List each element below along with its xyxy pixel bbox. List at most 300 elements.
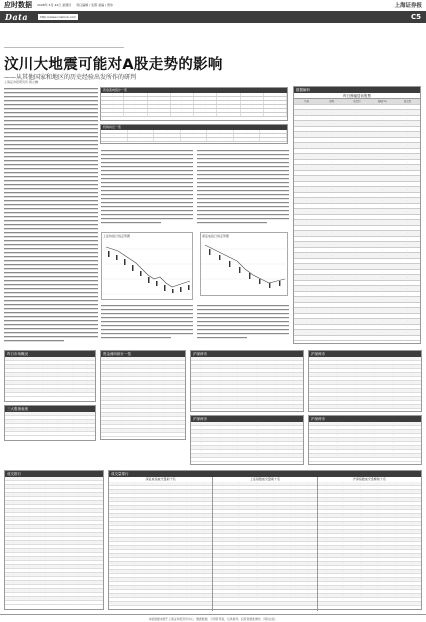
table-row: · · · · · ·: [109, 494, 212, 498]
table-row: · · · · · ·: [309, 373, 421, 377]
table-row: · · · · · ·: [213, 542, 316, 546]
table-row: · · · · · ·: [318, 602, 421, 606]
table-row: · · · · ·: [294, 198, 420, 204]
table-row: · · · · · ·: [318, 482, 421, 486]
table-row: · · · · · ·: [101, 369, 185, 373]
table-row: · · · · ·: [294, 319, 420, 325]
right-panel-title: 数据解析: [294, 87, 420, 93]
text-lines: [4, 86, 98, 346]
table-row: · · · · · ·: [318, 514, 421, 518]
table-row: · · · · · ·: [318, 518, 421, 522]
table-row: · · · · · ·: [5, 589, 103, 593]
table-row: · · · · ·: [294, 127, 420, 133]
table-row: · · · · · ·: [309, 426, 421, 430]
table-top-header: 资金流向统计一览: [101, 88, 287, 93]
table-row: · · · · · ·: [109, 602, 212, 606]
chart2-svg: [201, 239, 289, 295]
table-row: · · · · · ·: [101, 409, 185, 413]
table-row: · · · · · ·: [5, 525, 103, 529]
table-row: · · · · · ·: [5, 541, 103, 545]
table-row: · · · · ·: [294, 330, 420, 336]
table-row: · · · · · ·: [309, 405, 421, 409]
table-row: · · · · · ·: [5, 561, 103, 565]
table-row: · · · · · ·: [5, 557, 103, 561]
section-sh-sz-d: [308, 415, 422, 465]
table-row: · · · · ·: [294, 193, 420, 199]
table-row: · · · · · ·: [318, 498, 421, 502]
table-row: · · · · · ·: [309, 430, 421, 434]
table-row: · · · · · ·: [309, 377, 421, 381]
table-row: · · · · · ·: [101, 385, 185, 389]
table-row: · · · · · ·: [318, 542, 421, 546]
table-row: · · · · · ·: [5, 385, 95, 389]
paper-name: 上海证券报: [394, 3, 422, 9]
table-row: · · · · · ·: [213, 498, 316, 502]
table-row: · · · · · ·: [213, 490, 316, 494]
table-row: · · · · · ·: [109, 582, 212, 586]
table-row: · · · · · ·: [213, 566, 316, 570]
table-row: · · · · · ·: [191, 450, 303, 454]
table-row: · · · · · ·: [318, 526, 421, 530]
candlestick-chart-1: [101, 232, 193, 300]
volume-rank-col2: 上证指数成交量前十名 · · · · · · · · · · · · · · · · · · · · · · · · · · · · · · · · · · · · · · · · · · · · · · · · · · · · · · · · · · · · · · · · · · · · · · · · · · · · · · · · · · · · · · · · · · · · · · · · · · · · · · · · · · · · · · · · · · · · · · · · · · · · · · · · · · · · · · · · · · · · · · · · · · · · · · · · · · · · · · · · · · · · · · · · · · · · · · · · · · · · · · · · · ·: [213, 477, 317, 611]
table-row: · · · · ·: [294, 270, 420, 276]
table-row: · · · · · ·: [309, 446, 421, 450]
table-row: · · · · · ·: [213, 578, 316, 582]
table-row: · · · · ·: [294, 138, 420, 144]
table-row: · · · · · ·: [5, 493, 103, 497]
table-row: · · · · · ·: [5, 509, 103, 513]
table-row: · · · · · ·: [213, 574, 316, 578]
table-row: · · · · · ·: [213, 550, 316, 554]
table-row: · · · · ·: [294, 204, 420, 210]
volume-rank-col1: 深证成指成交量前十名 · · · · · · · · · · · · · · · · · · · · · · · · · · · · · · · · · · · · · · · · · · · · · · · · · · · · · · · · · · · · · · · · · · · · · · · · · · · · · · · · · · · · · · · · · · · · · · · · · · · · · · · · · · · · · · · · · · · · · · · · · · · · · · · · · · · · · · · · · · · · · · · · · · · · · · · · · · · · · · · · · · · · · · · · · · · · · · · · · · · · · · · · · ·: [109, 477, 213, 611]
section-header: 沪深两市: [309, 416, 421, 422]
table-row: · · · · ·: [294, 171, 420, 177]
table-row: · · · · ·: [294, 336, 420, 342]
table-row: · · · · · ·: [191, 454, 303, 458]
table-row: · · · · · ·: [309, 442, 421, 446]
section-index-performance: [4, 405, 96, 441]
table-row: · · · · ·: [294, 182, 420, 188]
data-table-second: 机构持仓一览 · · · · · · · · · · · · · · · · · · · · ·: [100, 124, 288, 144]
table-row: · · · · · ·: [309, 389, 421, 393]
table-row: · · · · · ·: [5, 489, 103, 493]
table-row: · · · · · ·: [109, 514, 212, 518]
table-row: · · · · · ·: [191, 426, 303, 430]
table-row: · · · · · ·: [213, 586, 316, 590]
table-row: · · · · · ·: [5, 569, 103, 573]
chart1-label: 上证综指日线走势图: [103, 234, 131, 238]
table-row: · · · · ·: [294, 121, 420, 127]
table-row: · · · · · ·: [5, 529, 103, 533]
table-row: · · · · · ·: [5, 361, 95, 365]
table-row: · · · · · ·: [5, 521, 103, 525]
table-row: · · · · · ·: [309, 454, 421, 458]
table-row: · · · · · ·: [5, 545, 103, 549]
table-row: · · · · · ·: [318, 506, 421, 510]
table-row: · · · · ·: [294, 215, 420, 221]
table-row: · · · · · ·: [318, 486, 421, 490]
table-row: · · · · · ·: [318, 494, 421, 498]
table-row: · · · · · ·: [213, 502, 316, 506]
table-row: · · · · · ·: [309, 458, 421, 462]
table-row: · · · · ·: [294, 149, 420, 155]
table-row: · · · · · ·: [318, 538, 421, 542]
table-row: · · · · · ·: [5, 369, 95, 373]
table-row: · · · · · ·: [191, 389, 303, 393]
table-row: · · · · · ·: [5, 505, 103, 509]
table-row: · · · · ·: [294, 110, 420, 116]
table-row: · · · · ·: [294, 314, 420, 320]
table-row: · · · · · ·: [191, 365, 303, 369]
table-row: · · · · · ·: [5, 593, 103, 597]
table-row: · · · · · ·: [213, 482, 316, 486]
table-row: · · · · · ·: [5, 581, 103, 585]
section-header: 成交量排行: [109, 471, 421, 477]
table-row: · · · · · ·: [318, 530, 421, 534]
page-number: C5: [410, 13, 421, 21]
table-row: · · · · · ·: [309, 365, 421, 369]
section-header: 三大股指表现: [5, 406, 95, 412]
table-row: · · · · · ·: [213, 526, 316, 530]
table-row: · · · · · ·: [101, 421, 185, 425]
table-row: · · · · · ·: [191, 422, 303, 426]
table-row: · · · · · ·: [5, 597, 103, 601]
table-second-header: 机构持仓一览: [101, 125, 287, 130]
table-row: · · · · ·: [294, 253, 420, 259]
table-row: · · · · · ·: [109, 502, 212, 506]
table-row: · · · · · ·: [318, 558, 421, 562]
table-row: · · · · · ·: [318, 570, 421, 574]
table-row: · · · · ·: [294, 231, 420, 237]
table-row: · · · · · ·: [5, 517, 103, 521]
table-row: · · · · · ·: [5, 393, 95, 397]
table-row: · · · · ·: [294, 275, 420, 281]
table-row: · · · · · ·: [213, 562, 316, 566]
table-row: · · · · · ·: [309, 434, 421, 438]
table-row: · · · · · ·: [101, 361, 185, 365]
table-row: · · · · ·: [294, 220, 420, 226]
table-row: · · · · · ·: [309, 422, 421, 426]
table-row: · · · · · ·: [213, 494, 316, 498]
editor-line: 责任编辑 / 张霞 美编 / 曾伟: [76, 3, 114, 7]
table-row: · · · · ·: [294, 242, 420, 248]
table-row: · · · · · ·: [5, 497, 103, 501]
section-name: Data: [5, 12, 28, 22]
table-row: · · · · · ·: [191, 377, 303, 381]
table-row: · · · · · ·: [101, 429, 185, 433]
table-row: · · · · · ·: [101, 413, 185, 417]
table-row: · · · · · ·: [318, 594, 421, 598]
table-row: · · · · · ·: [109, 518, 212, 522]
table-row: · · · · · ·: [191, 385, 303, 389]
table-row: · · · · · ·: [5, 565, 103, 569]
table-row: · · · · · ·: [109, 554, 212, 558]
table-row: · · · · · ·: [109, 578, 212, 582]
table-row: · · · · · ·: [109, 550, 212, 554]
table-row: · · · · · ·: [213, 558, 316, 562]
section-sh-sz-b: [308, 350, 422, 412]
table-row: · · · · · ·: [109, 498, 212, 502]
table-row: · · · · · ·: [109, 526, 212, 530]
table-row: · · · · · ·: [318, 522, 421, 526]
table-row: · · · · · ·: [5, 549, 103, 553]
section-header: 成交排行: [5, 471, 103, 477]
table-row: · · · · · ·: [5, 428, 95, 432]
table-row: · · · · ·: [294, 281, 420, 287]
table-row: · · · · ·: [294, 264, 420, 270]
table-row: · · · · ·: [294, 259, 420, 265]
table-row: · · · · ·: [294, 325, 420, 331]
table-row: · · · · · ·: [5, 357, 95, 361]
table-row: · · · · · ·: [101, 417, 185, 421]
table-row: · · · · · ·: [109, 598, 212, 602]
table-row: · · · · · ·: [101, 401, 185, 405]
table-row: · · · · · ·: [5, 381, 95, 385]
table-row: · · · · · ·: [318, 590, 421, 594]
table-row: · · · · · ·: [101, 425, 185, 429]
table-row: · · · · · ·: [5, 420, 95, 424]
table-row: · · · · · ·: [318, 546, 421, 550]
table-row: · · · · · ·: [213, 486, 316, 490]
table-row: · · · · · ·: [5, 416, 95, 420]
section-trade-rank: [4, 470, 104, 610]
table-row: · · · · · ·: [191, 393, 303, 397]
table-row: · · · · ·: [294, 226, 420, 232]
table-row: · · · · · ·: [101, 397, 185, 401]
table-row: · · · · ·: [294, 165, 420, 171]
section-header: 沪深两市: [309, 351, 421, 357]
table-row: · · · · · ·: [191, 369, 303, 373]
table-row: · · · · · ·: [191, 430, 303, 434]
table-row: · · · · · ·: [191, 397, 303, 401]
table-row: · · · · · ·: [191, 442, 303, 446]
table-row: · · · · · ·: [109, 558, 212, 562]
table-row: · · · · · ·: [109, 574, 212, 578]
table-row: · · · · ·: [294, 308, 420, 314]
table-row: · · · · · ·: [5, 577, 103, 581]
article-body-middle: [101, 148, 289, 228]
section-header: 沪深两市: [191, 416, 303, 422]
table-row: · · · · · ·: [101, 393, 185, 397]
table-row: · · · · · ·: [101, 377, 185, 381]
table-row: · · · · · ·: [309, 357, 421, 361]
table-row: · · · · · ·: [109, 566, 212, 570]
table-row: · · · · · ·: [318, 562, 421, 566]
table-row: · · · · · ·: [213, 602, 316, 606]
right-panel-rows: [294, 105, 420, 342]
table-row: · · · · ·: [294, 105, 420, 111]
table-row: · · · · · ·: [213, 594, 316, 598]
section-bar: [0, 11, 426, 23]
data-table-top: 资金流向统计一览 · · · · · · · · · · · · · · · · · · · · · · · · · · · · · · · · · · · · · · · · · · · · · · · ·: [100, 87, 288, 121]
table-row: · · · · · ·: [309, 385, 421, 389]
table-row: · · · · · ·: [101, 357, 185, 361]
table-row: · · · · ·: [294, 303, 420, 309]
table-row: · · · · · ·: [191, 438, 303, 442]
text-lines-lower: [101, 303, 289, 345]
table-row: · · · · ·: [294, 237, 420, 243]
table-row: · · · · ·: [294, 154, 420, 160]
table-row: · · · · · ·: [5, 553, 103, 557]
issue-line: 2008年 5月 22日 星期四: [37, 3, 72, 7]
masthead-strip: [0, 0, 426, 10]
table-row: · · · · · ·: [5, 485, 103, 489]
table-row: · · · · · ·: [309, 381, 421, 385]
table-row: · · · · ·: [294, 176, 420, 182]
table-row: · · · · · ·: [109, 486, 212, 490]
table-row: · · · · · ·: [5, 533, 103, 537]
table-row: · · · · · ·: [101, 433, 185, 437]
table-row: · · · · · ·: [109, 570, 212, 574]
table-row: · · · · · ·: [318, 502, 421, 506]
website-tag[interactable]: http://www.cnstock.com: [40, 15, 77, 19]
table-row: · · · · · ·: [318, 550, 421, 554]
table-row: · · · · · ·: [318, 582, 421, 586]
page-subtitle: ——从其他国家和地区的历史经验出发所作的研判: [4, 74, 137, 81]
table-row: · · · · · ·: [318, 578, 421, 582]
table-row: · · · · · ·: [191, 381, 303, 385]
section-sh-sz-c: [190, 415, 304, 465]
table-row: · · · · · ·: [109, 586, 212, 590]
table-row: · · · · ·: [294, 297, 420, 303]
table-row: · · · · · ·: [213, 534, 316, 538]
table-row: · · · · · ·: [191, 361, 303, 365]
table-row: · · · · · ·: [213, 518, 316, 522]
section-header: 昨日市场概况: [5, 351, 95, 357]
table-row: · · · · · ·: [101, 381, 185, 385]
table-row: · · · · · ·: [101, 365, 185, 369]
brand-name: 应时数据: [4, 0, 32, 9]
header-strip-left: [4, 26, 124, 48]
table-row: · · · · · ·: [5, 537, 103, 541]
table-row: · · · · · ·: [309, 369, 421, 373]
table-row: · · · · ·: [294, 187, 420, 193]
table-row: · · · · ·: [294, 286, 420, 292]
table-row: · · · · · ·: [109, 542, 212, 546]
table-row: · · · · · ·: [318, 510, 421, 514]
page-title: 汶川大地震可能对A股走势的影响: [4, 57, 223, 73]
table-row: · · · · ·: [294, 209, 420, 215]
table-row: · · · · · ·: [109, 510, 212, 514]
table-row: · · · · · ·: [309, 393, 421, 397]
table-row: · · · · · ·: [213, 570, 316, 574]
table-row: · · · · · ·: [213, 590, 316, 594]
table-row: · · · · · ·: [5, 513, 103, 517]
table-row: · · · · · ·: [309, 438, 421, 442]
table-row: · · · · · ·: [109, 594, 212, 598]
volume-rank-col3: 沪深指数成交金额前十名 · · · · · · · · · · · · · · · · · · · · · · · · · · · · · · · · · · · · · · · · · · · · · · · · · · · · · · · · · · · · · · · · · · · · · · · · · · · · · · · · · · · · · · · · · · · · · · · · · · · · · · · · · · · · · · · · · · · · · · · · · · · · · · · · · · · · · · · · · · · · · · · · · · · · · · · · · · · · · · · · · · · · · · · · · · · · · · · · · · · · · · · · · ·: [318, 477, 421, 611]
table-row: · · · · · ·: [213, 506, 316, 510]
table-row: · · · · · ·: [109, 482, 212, 486]
section-fund-flow: [100, 350, 186, 440]
table-row: · · · · · ·: [101, 389, 185, 393]
table-row: · · · · · ·: [191, 357, 303, 361]
byline: 上海证券报研究所 蒋立麟: [4, 80, 38, 84]
table-row: · · · · · ·: [191, 373, 303, 377]
right-data-panel: 数据解析 昨日涨幅居前股票 代码 简称 收盘价 涨幅(%) 成交量 · · · · · · · · · · · · · · · · · · · · · · · · · · · · · · · · · · · · · · · · · · · · · · · · · · · · · · · · · · · · · · · · · · · · · · · · · · · · · · · · · · · · · · · · · · · · · · · · · · · · · · · · · · · · · · · · · · · · · · · · · · · · · · · · · · · · · · · · · · · · · · · · · · · · · · · · · · · · · · · · · · · · · · · · · · · · · · · · · · · · · · · · · · · · · · · · · · · · · · · · · · · · · · · · · · · · · · ·: [293, 86, 421, 344]
table-row: · · · · · ·: [213, 514, 316, 518]
table-row: · · · · · ·: [318, 566, 421, 570]
table-row: · · · · ·: [294, 160, 420, 166]
table-row: · · · · · ·: [213, 510, 316, 514]
table-row: · · · · ·: [294, 143, 420, 149]
table-row: · · · · · ·: [191, 405, 303, 409]
table-row: · · · · · ·: [109, 546, 212, 550]
table-row: · · · · · ·: [109, 522, 212, 526]
section-header: 资金流向统计一览: [101, 351, 185, 357]
table-row: · · · · · ·: [5, 365, 95, 369]
table-row: · · · · · ·: [5, 481, 103, 485]
table-row: · · · · · ·: [5, 373, 95, 377]
table-row: · · · · · ·: [318, 574, 421, 578]
table-row: · · · · · ·: [5, 477, 103, 481]
table-row: · · · · · ·: [318, 490, 421, 494]
table-row: · · · · · ·: [191, 434, 303, 438]
table-row: · · · · · ·: [309, 401, 421, 405]
table-row: · · · · · ·: [109, 506, 212, 510]
table-row: · · · · · ·: [5, 432, 95, 436]
table-row: · · · · · ·: [101, 373, 185, 377]
table-row: · · · · · ·: [5, 501, 103, 505]
table-row: · · · · · ·: [101, 405, 185, 409]
table-row: · · · · ·: [294, 116, 420, 122]
table-row: · · · · · ·: [109, 538, 212, 542]
table-row: · · · · · ·: [309, 361, 421, 365]
table-row: · · · · · ·: [318, 586, 421, 590]
table-row: · · · · · ·: [318, 598, 421, 602]
candlestick-chart-2: [200, 232, 288, 296]
table-row: · · · · · ·: [213, 530, 316, 534]
table-row: · · · · · ·: [213, 598, 316, 602]
chart1-svg: [102, 239, 194, 299]
table-row: · · · · · ·: [213, 546, 316, 550]
table-row: · · · · · ·: [5, 412, 95, 416]
table-row: · · · · · ·: [109, 490, 212, 494]
table-row: · · · · ·: [294, 132, 420, 138]
table-row: · · · · · ·: [309, 397, 421, 401]
table-row: · · · · · ·: [213, 538, 316, 542]
right-panel-subtitle: 昨日涨幅居前股票: [294, 93, 420, 99]
table-row: · · · · ·: [294, 292, 420, 298]
table-row: · · · · · ·: [191, 401, 303, 405]
table-row: · · · · · ·: [213, 582, 316, 586]
table-row: · · · · · ·: [5, 389, 95, 393]
table-row: · · · · · ·: [5, 585, 103, 589]
section-header: 沪深两市: [191, 351, 303, 357]
table-row: · · · · · ·: [5, 424, 95, 428]
table-row: · · · · · ·: [213, 554, 316, 558]
table-row: · · · · · ·: [191, 446, 303, 450]
table-row: · · · · · ·: [191, 458, 303, 462]
table-row: · · · · · ·: [109, 562, 212, 566]
table-row: · · · · · ·: [318, 554, 421, 558]
chart2-label: 深证成指日线走势图: [202, 234, 230, 238]
table-row: · · · · · ·: [5, 601, 103, 605]
table-row: · · · · ·: [294, 248, 420, 254]
table-row: · · · · · ·: [109, 590, 212, 594]
table-row: · · · · · ·: [109, 534, 212, 538]
section-volume-rank: [108, 470, 422, 610]
table-row: · · · · · ·: [309, 450, 421, 454]
table-row: · · · · · ·: [318, 534, 421, 538]
section-sh-sz-a: [190, 350, 304, 412]
article-body-lower: [101, 303, 289, 345]
text-lines-middle: [101, 148, 289, 228]
article-body-col1: [4, 86, 98, 346]
table-row: · · · · · ·: [109, 530, 212, 534]
